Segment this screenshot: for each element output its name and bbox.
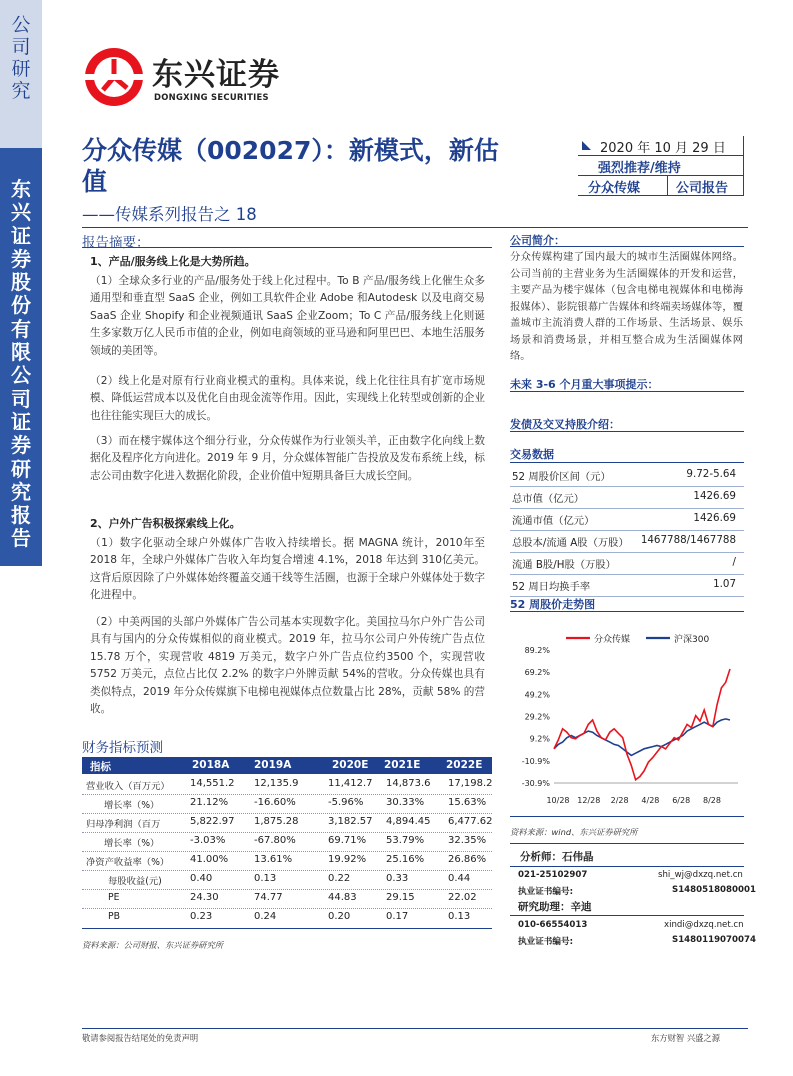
row-label: 净资产收益率（%） [86, 857, 170, 868]
row-cell: 0.24 [254, 911, 277, 922]
row-cell: 0.22 [328, 873, 351, 884]
row-cell: 14,873.6 [386, 778, 431, 789]
bonds-underline [510, 431, 744, 432]
row-cell: 6,477.62 [448, 816, 493, 827]
trading-value: 9.72-5.64 [686, 468, 736, 480]
assistant-label: 研究助理：辛迪 [518, 901, 592, 913]
trading-label: 总市值（亿元） [512, 493, 585, 505]
x-tick-label: 10/28 [546, 796, 570, 805]
row-cell: 15.63% [448, 797, 487, 808]
report-title: 分众传媒（002027）：新模式，新估值 [82, 136, 499, 196]
x-tick-label: 8/28 [703, 796, 721, 805]
company-intro: 分众传媒构建了国内最大的城市生活圈媒体网络。公司当前的主营业务为生活圈媒体的开发和运营，主要产品为楼宇媒体（包含电梯电视媒体和电梯海报媒体）、影院银幕广告媒体和终端卖场媒体等，覆盖城市主流消费人群的工作场景、生活场景、娱乐场景和消费场景，并相互整合成为生活圈媒体网络。 [510, 251, 743, 362]
row-cell: 0.20 [328, 911, 351, 922]
chart-legend [566, 633, 709, 645]
row-cell: 69.71% [328, 835, 367, 846]
row-label: PB [108, 911, 120, 922]
trading-row [510, 464, 744, 486]
y-tick-label: 9.2% [529, 734, 550, 744]
analyst-divider [510, 843, 744, 844]
trading-value: 1426.69 [693, 490, 736, 502]
summary-para-4: （1）数字化驱动全球户外媒体广告收入持续增长。据 MAGNA 统计，2010年至 2018 年，全球户外媒体广告收入年均复合增速 4.1%，2018 年达到 310亿美元。这背后原因除了户外媒体始终覆盖交通干线等生活圈，也源于全球户外媒体处于数字化进程中。 [90, 537, 485, 602]
point2-title: 2、户外广告积极探索线上化。 [90, 517, 241, 530]
row-label: 营业收入（百万元） [86, 781, 170, 792]
row-label: 每股收益(元) [108, 876, 162, 887]
analyst-underline [510, 866, 744, 867]
assistant-cert: S1480119070074 [672, 935, 756, 945]
row-cell: 5,822.97 [190, 816, 235, 827]
trading-value: 1467788/1467788 [640, 534, 736, 546]
trading-label: 流通 B股/H股（万股） [512, 559, 616, 571]
trading-row [510, 486, 744, 508]
summary-para-1: （1）全球众多行业的产品/服务处于线上化过程中。To B 产品/服务线上化催生众多通用型和垂直型 SaaS 企业，例如工具软件企业 Adobe 和Autodesk 以及电商交易 SaaS 企业 Shopify 和企业视频通讯 SaaS 企业Zoom；To C 产品/服务线上化则诞生多家数万亿人民币市值的企业，例如电商领域的亚马逊和阿里巴巴、本地生活服务领域的美团等。 [90, 275, 485, 357]
financial-table-bottom-rule [82, 928, 492, 929]
trading-row [510, 552, 744, 574]
financial-table-row [82, 909, 492, 926]
col-header: 指标 [90, 761, 111, 773]
assistant-cert-label: 执业证书编号: [518, 937, 573, 947]
analyst-cert: S1480518080001 [672, 885, 756, 895]
bonds-heading: 发债及交叉持股介绍： [510, 418, 620, 431]
row-cell: 32.35% [448, 835, 487, 846]
col-header: 2022E [446, 759, 483, 771]
dongxing-logo-icon [83, 46, 145, 108]
y-tick-label: 89.2% [524, 646, 550, 655]
financial-table-row [82, 776, 492, 793]
row-cell: -5.96% [328, 797, 364, 808]
footer-slogan: 东方财智 兴盛之源 [651, 1033, 721, 1043]
row-cell: 53.79% [386, 835, 425, 846]
logo-english-name: DONGXING SECURITIES [154, 92, 269, 102]
trading-label: 流通市值（亿元） [512, 515, 595, 527]
trading-label: 总股本/流通 A股（万股） [512, 537, 629, 549]
col-header: 2019A [254, 759, 292, 771]
row-cell: 0.13 [448, 911, 471, 922]
row-cell: 25.16% [386, 854, 425, 865]
col-header: 2021E [384, 759, 421, 771]
row-cell: 24.30 [190, 892, 219, 903]
financial-table-row [82, 795, 492, 812]
assistant-email[interactable]: xindi@dxzq.net.cn [664, 920, 744, 930]
analyst-phone: 021-25102907 [518, 870, 588, 880]
footer-rule [82, 1028, 748, 1029]
trading-value: 1426.69 [693, 512, 736, 524]
row-cell: 0.23 [190, 911, 213, 922]
header-rule [82, 227, 748, 228]
footer-disclaimer: 敬请参阅报告结尾处的免责声明 [82, 1033, 199, 1043]
chart-title: 52 周股价走势图 [510, 598, 596, 611]
y-tick-label: 29.2% [524, 712, 550, 722]
company-tag: 分众传媒 [588, 181, 641, 196]
chart-bottom-rule [510, 816, 744, 817]
row-cell: 30.33% [386, 797, 425, 808]
analyst-email[interactable]: shi_wj@dxzq.net.cn [658, 870, 743, 880]
analyst-label: 分析师：石伟晶 [520, 851, 594, 863]
financial-table-row [82, 833, 492, 850]
financial-table-row [82, 871, 492, 888]
events-underline [510, 391, 744, 392]
report-type-tag: 公司报告 [676, 181, 729, 196]
trading-row [510, 508, 744, 530]
report-subtitle: ——传媒系列报告之 18 [82, 205, 257, 224]
trading-label: 52 周日均换手率 [512, 581, 591, 593]
series-line-focus-media [554, 669, 730, 780]
summary-para-5: （2）中美两国的头部户外媒体广告公司基本实现数字化。美国拉马尔户外广告公司具有与国内的分众传媒相似的商业模式。2019 年，拉马尔公司户外传统广告点位 15.78 万个，实现营收 4819 万美元，数字户外广告点位约3500 个，实现营收 5752 万美元，点位占比仅 2.2% 的数字户外牌贡献 54%的营收。分众传媒也具有类似特点，2019 年分众传媒旗下电梯电视媒体点位数量占比 28%，贡献 58% 的营收。 [90, 616, 485, 716]
row-cell: 0.33 [386, 873, 409, 884]
x-tick-label: 2/28 [610, 796, 629, 805]
row-cell: 11,412.7 [328, 778, 373, 789]
row-cell: 74.77 [254, 892, 283, 903]
row-cell: 0.13 [254, 873, 277, 884]
row-cell: 0.17 [386, 911, 409, 922]
analyst-cert-label: 执业证书编号: [518, 887, 573, 897]
row-cell: 13.61% [254, 854, 293, 865]
row-cell: 12,135.9 [254, 778, 299, 789]
row-cell: 41.00% [190, 854, 229, 865]
x-tick-label: 4/28 [641, 796, 660, 805]
row-cell: 17,198.2 [448, 778, 493, 789]
corner-triangle-icon [582, 141, 591, 150]
row-label: 增长率（%） [104, 800, 160, 811]
row-cell: 22.02 [448, 892, 477, 903]
summary-para-3: （3）而在楼宇媒体这个细分行业，分众传媒作为行业领头羊，正由数字化向线上数据化及程序化方向进化。2019 年 9 月，分众媒体智能广告投放及发布系统上线，标志公司由数字化进入数据化阶段，企业价值中短期具备巨大成长空间。 [90, 435, 485, 482]
legend-label: 分众传媒 [594, 635, 631, 645]
financial-table-header [82, 757, 492, 774]
info-divider [578, 155, 744, 156]
row-cell: 19.92% [328, 854, 367, 865]
row-label: PE [108, 892, 120, 903]
row-cell: 0.44 [448, 873, 471, 884]
stock-price-chart [510, 625, 744, 810]
info-divider [578, 175, 744, 176]
summary-underline [82, 247, 492, 248]
sidebar-bottom-label: 东兴证券股份有限公司证券研究报告 [11, 177, 31, 551]
row-cell: 4,894.45 [386, 816, 431, 827]
info-separator [667, 176, 668, 196]
trading-underline [510, 462, 744, 463]
row-label: 归母净利润（百万 [86, 819, 161, 830]
row-cell: 1,875.28 [254, 816, 299, 827]
row-label: 增长率（%） [104, 838, 160, 849]
financial-table-row [82, 814, 492, 831]
trading-label: 52 周股价区间（元） [512, 471, 611, 483]
logo-chinese-name: 东兴证券 [152, 57, 280, 93]
y-tick-label: -10.9% [521, 756, 550, 766]
summary-para-2: （2）线上化是对原有行业商业模式的重构。具体来说，线上化往往具有扩宽市场规模、降低运营成本以及优化自由现金流等作用。因此，实现线上化转型或创新的企业也往往能实现巨大的成长。 [90, 375, 485, 422]
row-cell: -3.03% [190, 835, 226, 846]
y-tick-label: 49.2% [524, 690, 550, 700]
col-header: 2018A [192, 759, 230, 771]
trading-heading: 交易数据 [510, 448, 554, 461]
financial-source: 资料来源：公司财报、东兴证券研究所 [82, 940, 224, 950]
chart-axes [522, 646, 738, 805]
summary-heading: 报告摘要： [82, 235, 150, 251]
row-cell: 0.40 [190, 873, 213, 884]
financial-table-row [82, 890, 492, 907]
row-cell: -16.60% [254, 797, 296, 808]
trading-value: 1.07 [713, 578, 736, 590]
company-underline [510, 246, 744, 247]
rating-label: 强烈推荐/维持 [598, 161, 681, 176]
trading-row [510, 530, 744, 552]
row-cell: 44.83 [328, 892, 357, 903]
company-heading: 公司简介： [510, 234, 565, 247]
row-cell: -67.80% [254, 835, 296, 846]
y-tick-label: -30.9% [521, 779, 550, 788]
series-line-csi300 [554, 719, 730, 756]
financial-heading: 财务指标预测 [82, 740, 163, 756]
events-heading: 未来 3-6 个月重大事项提示： [510, 378, 659, 391]
row-cell: 3,182.57 [328, 816, 373, 827]
report-date: 2020 年 10 月 29 日 [600, 141, 726, 156]
legend-label: 沪深300 [674, 635, 710, 645]
row-cell: 29.15 [386, 892, 415, 903]
point1-title: 1、产品/服务线上化是大势所趋。 [90, 255, 256, 268]
col-header: 2020E [332, 759, 369, 771]
assistant-underline [510, 915, 744, 916]
financial-table-row [82, 852, 492, 869]
trading-value: / [732, 556, 736, 568]
x-tick-label: 6/28 [672, 796, 691, 805]
sidebar-top-label: 公司研究 [11, 14, 31, 102]
trading-row [510, 574, 744, 596]
row-cell: 26.86% [448, 854, 487, 865]
row-cell: 14,551.2 [190, 778, 235, 789]
row-cell: 21.12% [190, 797, 229, 808]
info-divider [578, 195, 744, 196]
chart-lines [554, 669, 730, 780]
chart-source: 资料来源：wind、东兴证券研究所 [510, 827, 638, 837]
assistant-phone: 010-66554013 [518, 920, 588, 930]
x-tick-label: 12/28 [577, 796, 601, 805]
y-tick-label: 69.2% [524, 668, 550, 678]
chart-title-underline [510, 611, 744, 612]
